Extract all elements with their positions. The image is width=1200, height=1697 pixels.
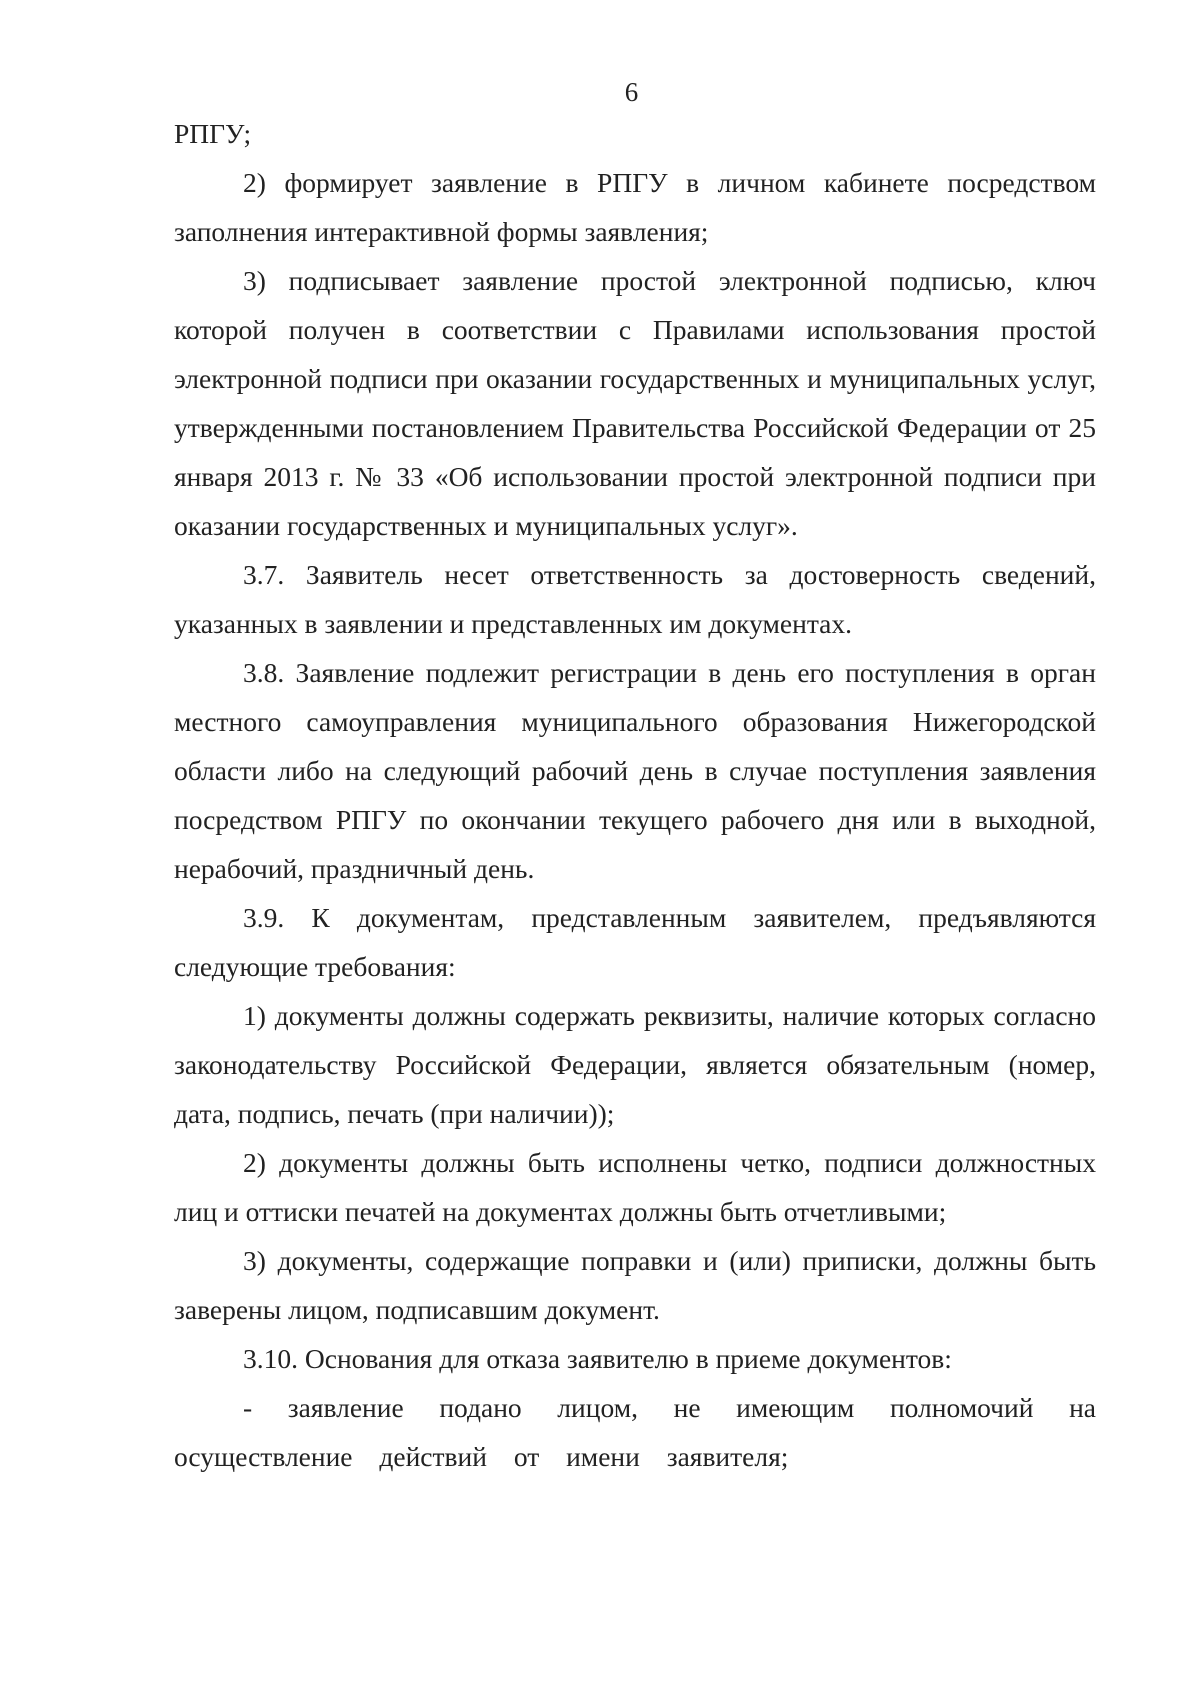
paragraph-rpgu-end: РПГУ; xyxy=(174,118,252,149)
paragraph-requirement-1: 1) документы должны содержать реквизиты, наличие которых согласно законодательству Российской Федерации, является обязательным (номер, дата, подпись, печать (при наличии)); xyxy=(174,1000,1096,1129)
paragraph-3-7: 3.7. Заявитель несет ответственность за достоверность сведений, указанных в заявлении и представленных им документах. xyxy=(174,559,1096,639)
paragraph-requirement-2: 2) документы должны быть исполнены четко, подписи должностных лиц и оттиски печатей на документах должны быть отчетливыми; xyxy=(174,1147,1096,1227)
page-number: 6 xyxy=(624,77,639,107)
paragraph-3-8: 3.8. Заявление подлежит регистрации в день его поступления в орган местного самоуправления муниципального образования Нижегородской области либо на следующий рабочий день в случае поступления заявления посредством РПГУ по окончании текущего рабочего дня или в выходной, нерабочий, праздничный день. xyxy=(174,657,1096,884)
paragraph-item-2-form: 2) формирует заявление в РПГУ в личном кабинете посредством заполнения интерактивной формы заявления; xyxy=(174,167,1096,247)
paragraph-requirement-3: 3) документы, содержащие поправки и (или) приписки, должны быть заверены лицом, подписавшим документ. xyxy=(174,1245,1096,1325)
paragraph-3-10: 3.10. Основания для отказа заявителю в приеме документов: xyxy=(243,1343,952,1374)
paragraph-refusal-reason-1: - заявление подано лицом, не имеющим полномочий на осуществление действий от имени заявителя; xyxy=(174,1392,1096,1472)
paragraph-item-3-signature: 3) подписывает заявление простой электронной подписью, ключ которой получен в соответствии с Правилами использования простой электронной подписи при оказании государственных и муниципальных услуг, утвержденными постановлением Правительства Российской Федерации от 25 января 2013 г. № 33 «Об использовании простой электронной подписи при оказании государственных и муниципальных услуг». xyxy=(174,265,1096,541)
document-body xyxy=(174,109,1096,1481)
paragraph-3-9: 3.9. К документам, представленным заявителем, предъявляются следующие требования: xyxy=(174,902,1096,982)
